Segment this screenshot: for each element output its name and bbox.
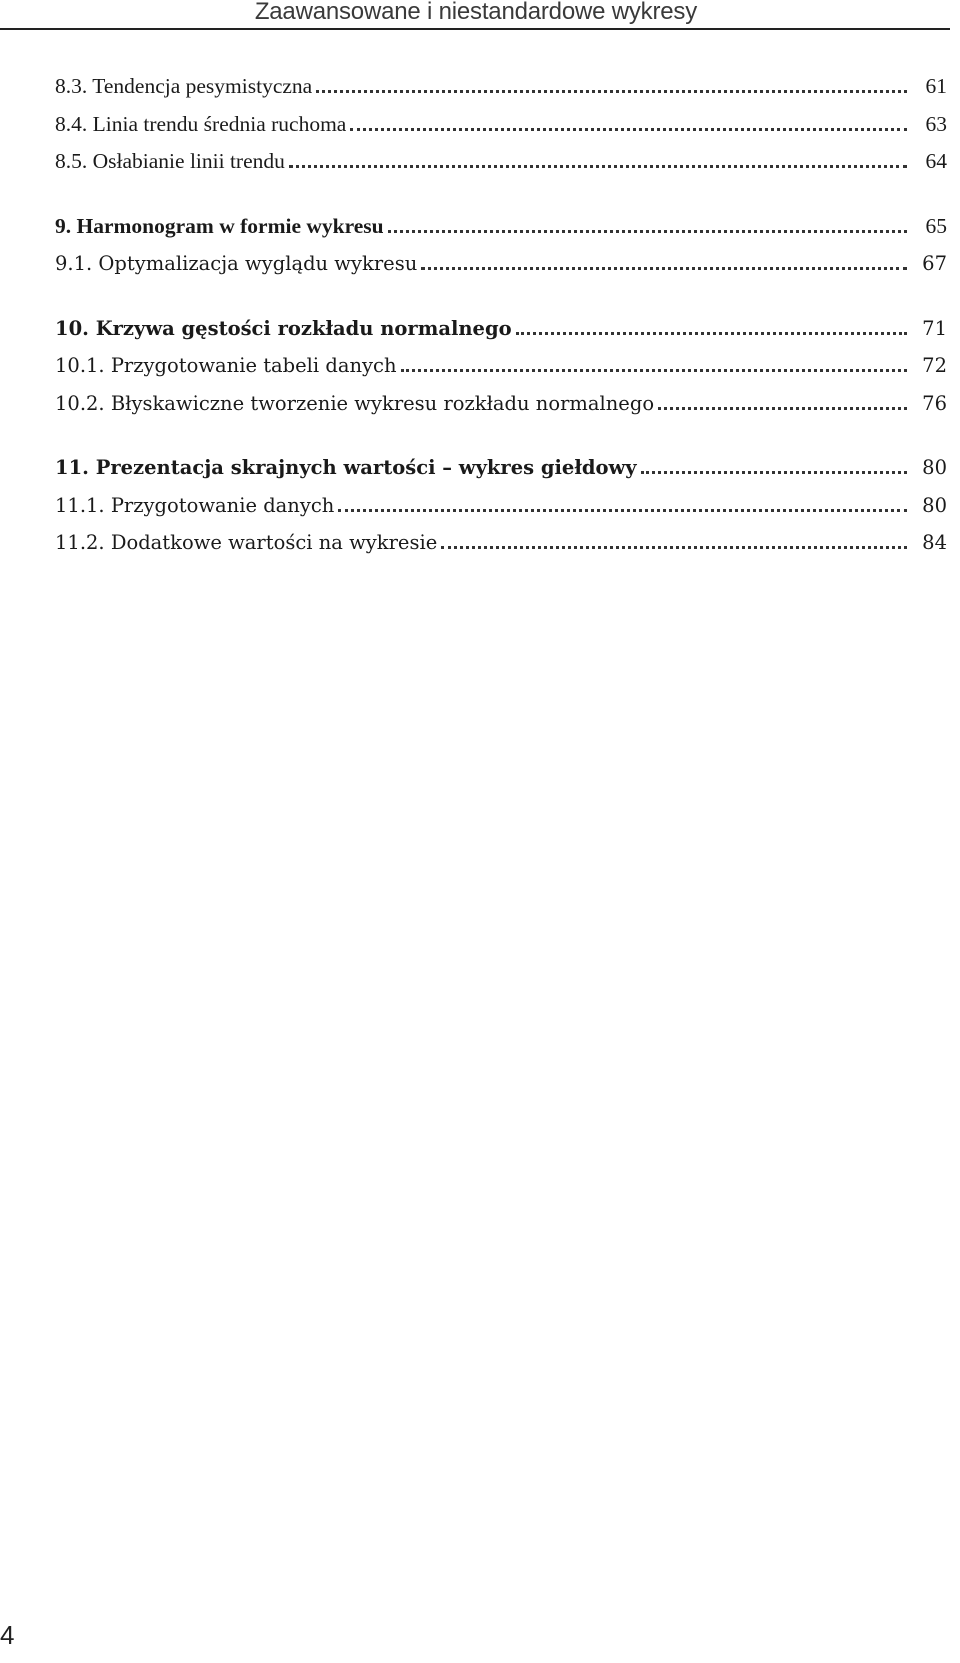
toc-chapter-title: 11. Prezentacja skrajnych wartości – wykres giełdowy <box>55 456 637 479</box>
toc-entry-title: 8.3. Tendencja pesymistyczna <box>55 74 313 98</box>
dot-leader <box>658 387 907 410</box>
toc-entry[interactable] <box>55 245 947 283</box>
group-spacer <box>55 283 947 310</box>
toc-entry[interactable] <box>55 347 947 385</box>
dot-leader <box>289 144 907 169</box>
toc-entry-page: 63 <box>925 111 947 136</box>
dot-leader <box>641 452 907 475</box>
toc-entry[interactable] <box>55 143 947 181</box>
toc-entry-title: 8.5. Osłabianie linii trendu <box>55 149 285 173</box>
dot-leader <box>401 350 907 373</box>
toc-chapter-page: 80 <box>922 456 947 479</box>
toc-entry[interactable] <box>55 487 947 525</box>
dot-leader <box>316 69 907 94</box>
toc-chapter[interactable] <box>55 449 947 487</box>
table-of-contents <box>55 68 947 562</box>
toc-chapter[interactable] <box>55 310 947 348</box>
toc-entry-title: 10.2. Błyskawiczne tworzenie wykresu rozkładu normalnego <box>55 391 655 415</box>
group-spacer <box>55 422 947 449</box>
running-head-title: Zaawansowane i niestandardowe wykresy <box>254 0 697 25</box>
toc-entry-page: 67 <box>922 252 947 275</box>
toc-chapter-page: 65 <box>925 213 947 238</box>
dot-leader <box>388 208 907 233</box>
toc-entry-page: 61 <box>925 74 947 98</box>
toc-entry-page: 64 <box>925 149 947 173</box>
toc-entry-title: 8.4. Linia trendu średnia ruchoma <box>55 111 347 136</box>
dot-leader <box>338 489 907 512</box>
toc-entry-title: 11.2. Dodatkowe wartości na wykresie <box>55 531 438 554</box>
toc-entry[interactable] <box>55 68 947 106</box>
dot-leader <box>350 106 907 131</box>
toc-chapter-title: 10. Krzywa gęstości rozkładu normalnego <box>55 316 512 340</box>
dot-leader <box>421 248 907 271</box>
toc-entry-page: 76 <box>922 391 947 415</box>
toc-entry-page: 80 <box>922 493 947 517</box>
toc-entry[interactable] <box>55 524 947 562</box>
toc-chapter-page: 71 <box>922 316 947 340</box>
toc-entry-title: 10.1. Przygotowanie tabeli danych <box>55 354 397 377</box>
toc-entry-page: 84 <box>922 531 947 554</box>
toc-chapter[interactable] <box>55 208 947 246</box>
toc-entry-title: 11.1. Przygotowanie danych <box>55 493 335 517</box>
toc-entry-page: 72 <box>922 354 947 377</box>
dot-leader <box>516 312 907 335</box>
running-head <box>0 0 950 30</box>
toc-chapter-title: 9. Harmonogram w formie wykresu <box>55 213 384 238</box>
toc-entry[interactable] <box>55 385 947 423</box>
toc-entry-title: 9.1. Optymalizacja wyglądu wykresu <box>55 252 418 275</box>
group-spacer <box>55 181 947 208</box>
page-number: 4 <box>0 1620 15 1650</box>
dot-leader <box>441 527 907 550</box>
toc-entry[interactable] <box>55 106 947 144</box>
